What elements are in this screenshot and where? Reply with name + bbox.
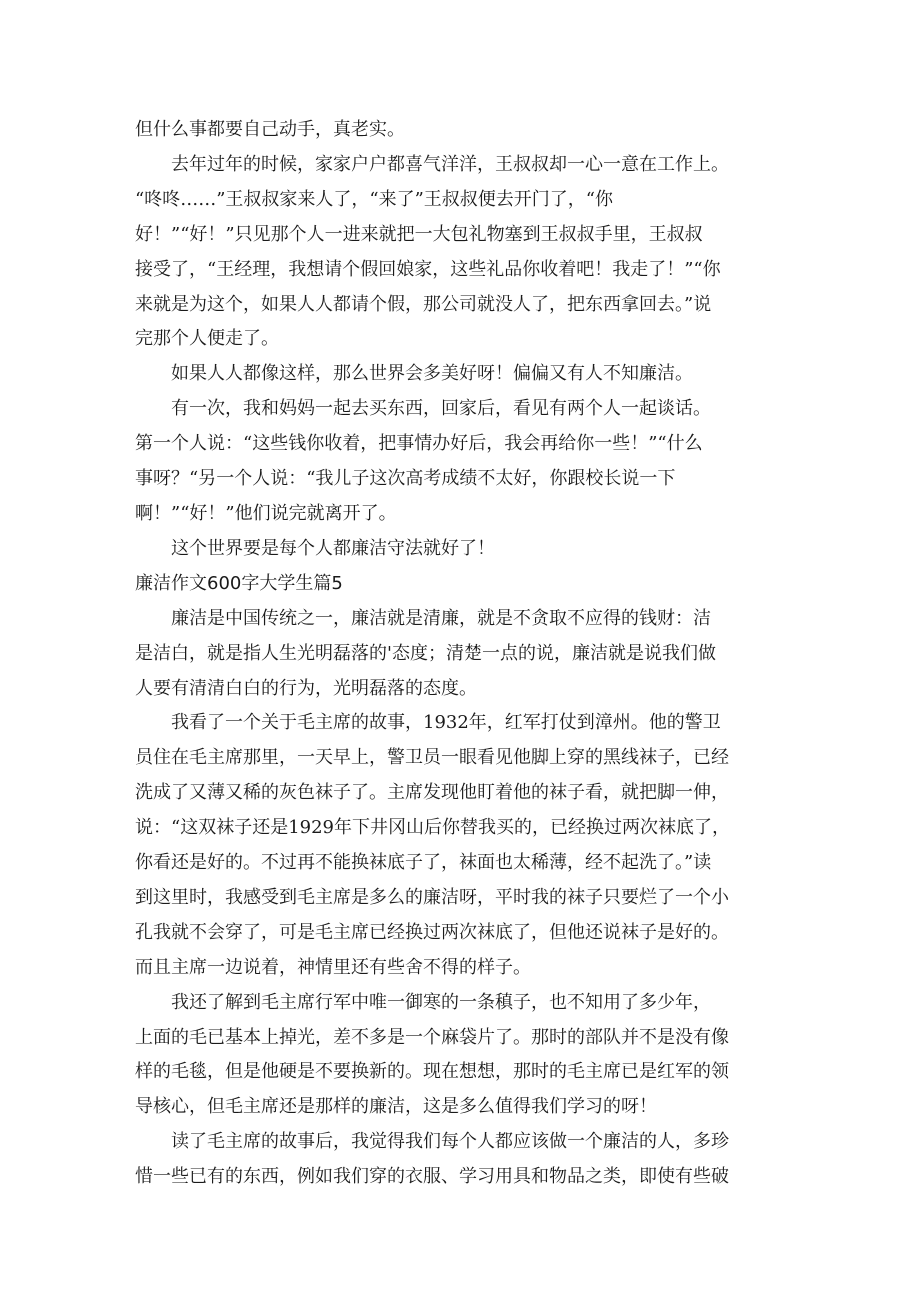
text-line: 如果人人都像这样，那么世界会多美好呀！偏偏又有人不知廉洁。 [171, 363, 693, 385]
text-line: 廉洁是中国传统之一，廉洁就是清廉，就是不贪取不应得的钱财：洁 [171, 607, 711, 629]
text-line: 你看还是好的。不过再不能换袜底子了，袜面也太稀薄，经不起洗了。”读 [135, 852, 712, 874]
text-line: 人要有清清白白的行为，光明磊落的态度。 [135, 677, 477, 699]
section-heading: 廉洁作文600字大学生篇5 [135, 572, 343, 594]
text-line: “咚咚……”王叔叔家来人了，“来了”王叔叔便去开门了，“你 [135, 188, 614, 210]
text-line: 说：“这双袜子还是1929年下井冈山后你替我买的，已经换过两次袜底了， [135, 817, 731, 839]
article-body [135, 113, 795, 1195]
text-line: 第一个人说：“这些钱你收着，把事情办好后，我会再给你一些！”“什么 [135, 433, 703, 455]
text-line: 完那个人便走了。 [135, 328, 279, 350]
text-line: 接受了，“王经理，我想请个假回娘家，这些礼品你收着吧！我走了！”“你 [135, 258, 721, 280]
text-line: 事呀？“另一个人说：“我儿子这次高考成绩不太好，你跟校长说一下 [135, 468, 676, 490]
text-line: 是洁白，就是指人生光明磊落的'态度；清楚一点的说，廉洁就是说我们做 [135, 642, 716, 664]
text-line: 而且主席一边说着，神情里还有些舍不得的样子。 [135, 956, 531, 978]
text-line: 员住在毛主席那里，一天早上，警卫员一眼看见他脚上穿的黑线袜子，已经 [135, 747, 729, 769]
text-line: 来就是为这个，如果人人都请个假，那公司就没人了，把东西拿回去。”说 [135, 293, 712, 315]
text-line: 导核心，但毛主席还是那样的廉洁，这是多么值得我们学习的呀！ [135, 1096, 657, 1118]
text-line: 我还了解到毛主席行军中唯一御寒的一条稹子，也不知用了多少年， [171, 991, 711, 1013]
text-line: 洗成了又薄又稀的灰色袜子了。主席发现他盯着他的袜子看，就把脚一伸， [135, 782, 729, 804]
text-line: 读了毛主席的故事后，我觉得我们每个人都应该做一个廉洁的人，多珍 [171, 1131, 729, 1153]
text-line: 好！”“好！”只见那个人一进来就把一大包礼物塞到王叔叔手里，王叔叔 [135, 223, 703, 245]
text-line: 惜一些已有的东西，例如我们穿的衣服、学习用具和物品之类，即使有些破 [135, 1166, 729, 1188]
text-line: 去年过年的时候，家家户户都喜气洋洋，王叔叔却一心一意在工作上。 [171, 153, 729, 175]
text-line: 有一次，我和妈妈一起去买东西，回家后，看见有两个人一起谈话。 [171, 398, 711, 420]
text-line: 但什么事都要自己动手，真老实。 [135, 119, 405, 140]
text-line: 到这里时，我感受到毛主席是多么的廉洁呀，平时我的袜子只要烂了一个小 [135, 886, 729, 908]
text-line: 我看了一个关于毛主席的故事，1932年，红军打仗到漳州。他的警卫 [171, 712, 721, 734]
text-line: 孔我就不会穿了，可是毛主席已经换过两次袜底了，但他还说袜子是好的。 [135, 921, 729, 943]
text-line: 这个世界要是每个人都廉洁守法就好了！ [171, 537, 495, 559]
text-line: 样的毛毯，但是他硬是不要换新的。现在想想，那时的毛主席已是红军的领 [135, 1061, 729, 1083]
text-line: 上面的毛已基本上掉光，差不多是一个麻袋片了。那时的部队并不是没有像 [135, 1026, 729, 1048]
text-line: 啊！”“好！”他们说完就离开了。 [135, 502, 397, 524]
